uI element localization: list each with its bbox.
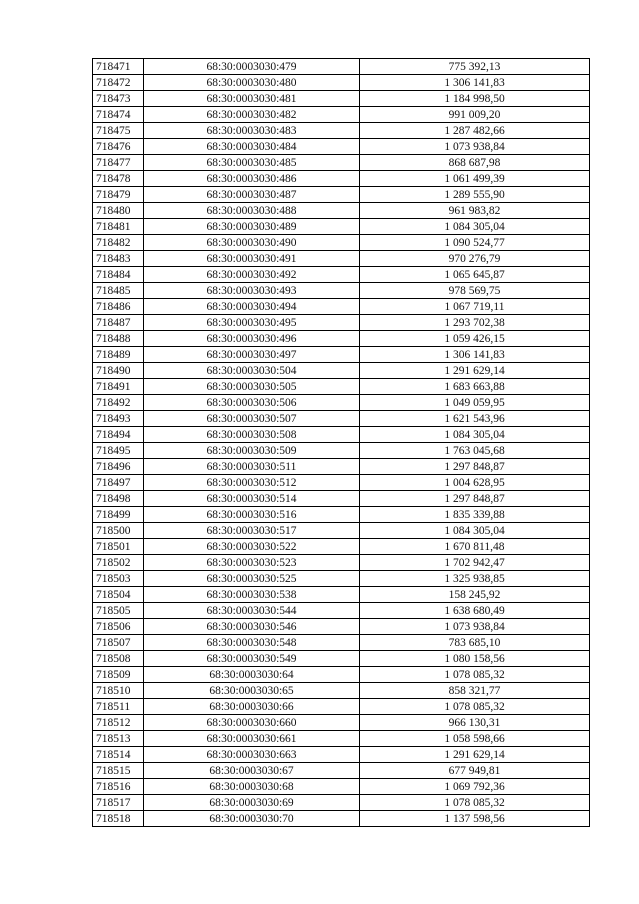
cadastral-value-cell: 1 621 543,96 bbox=[360, 411, 590, 427]
cadastral-value-cell: 1 638 680,49 bbox=[360, 603, 590, 619]
cadastral-value-cell: 1 293 702,38 bbox=[360, 315, 590, 331]
table-row bbox=[93, 91, 590, 107]
row-number-cell: 718517 bbox=[93, 795, 144, 811]
table-row bbox=[93, 107, 590, 123]
cadastral-number-cell: 68:30:0003030:70 bbox=[144, 811, 360, 827]
table-row bbox=[93, 731, 590, 747]
cadastral-value-cell: 677 949,81 bbox=[360, 763, 590, 779]
cadastral-value-cell: 1 137 598,56 bbox=[360, 811, 590, 827]
cadastral-value-cell: 1 184 998,50 bbox=[360, 91, 590, 107]
cadastral-number-cell: 68:30:0003030:517 bbox=[144, 523, 360, 539]
cadastral-number-cell: 68:30:0003030:66 bbox=[144, 699, 360, 715]
row-number-cell: 718498 bbox=[93, 491, 144, 507]
row-number-cell: 718475 bbox=[93, 123, 144, 139]
cadastral-value-cell: 1 306 141,83 bbox=[360, 75, 590, 91]
row-number-cell: 718489 bbox=[93, 347, 144, 363]
row-number-cell: 718486 bbox=[93, 299, 144, 315]
cadastral-value-cell: 1 067 719,11 bbox=[360, 299, 590, 315]
cadastral-number-cell: 68:30:0003030:68 bbox=[144, 779, 360, 795]
table-row bbox=[93, 411, 590, 427]
table-row bbox=[93, 235, 590, 251]
row-number-cell: 718482 bbox=[93, 235, 144, 251]
table-row bbox=[93, 667, 590, 683]
cadastral-value-cell: 1 289 555,90 bbox=[360, 187, 590, 203]
cadastral-value-cell: 783 685,10 bbox=[360, 635, 590, 651]
cadastral-number-cell: 68:30:0003030:509 bbox=[144, 443, 360, 459]
cadastral-value-cell: 1 084 305,04 bbox=[360, 523, 590, 539]
row-number-cell: 718487 bbox=[93, 315, 144, 331]
table-row bbox=[93, 75, 590, 91]
table-row bbox=[93, 267, 590, 283]
table-row bbox=[93, 539, 590, 555]
row-number-cell: 718505 bbox=[93, 603, 144, 619]
table-row bbox=[93, 203, 590, 219]
cadastral-value-cell: 1 763 045,68 bbox=[360, 443, 590, 459]
cadastral-value-cell: 978 569,75 bbox=[360, 283, 590, 299]
cadastral-value-cell: 1 084 305,04 bbox=[360, 219, 590, 235]
row-number-cell: 718493 bbox=[93, 411, 144, 427]
cadastral-number-cell: 68:30:0003030:505 bbox=[144, 379, 360, 395]
cadastral-value-cell: 1 080 158,56 bbox=[360, 651, 590, 667]
cadastral-number-cell: 68:30:0003030:486 bbox=[144, 171, 360, 187]
table-row bbox=[93, 347, 590, 363]
cadastral-value-cell: 1 297 848,87 bbox=[360, 459, 590, 475]
table-body bbox=[93, 59, 590, 827]
cadastral-value-cell: 1 306 141,83 bbox=[360, 347, 590, 363]
cadastral-number-cell: 68:30:0003030:504 bbox=[144, 363, 360, 379]
row-number-cell: 718474 bbox=[93, 107, 144, 123]
table-row bbox=[93, 171, 590, 187]
cadastral-value-cell: 1 058 598,66 bbox=[360, 731, 590, 747]
cadastral-number-cell: 68:30:0003030:538 bbox=[144, 587, 360, 603]
row-number-cell: 718491 bbox=[93, 379, 144, 395]
cadastral-value-cell: 1 073 938,84 bbox=[360, 139, 590, 155]
cadastral-number-cell: 68:30:0003030:549 bbox=[144, 651, 360, 667]
cadastral-value-cell: 858 321,77 bbox=[360, 683, 590, 699]
cadastral-number-cell: 68:30:0003030:480 bbox=[144, 75, 360, 91]
table-row bbox=[93, 155, 590, 171]
row-number-cell: 718476 bbox=[93, 139, 144, 155]
cadastral-value-cell: 966 130,31 bbox=[360, 715, 590, 731]
cadastral-value-cell: 1 297 848,87 bbox=[360, 491, 590, 507]
cadastral-value-cell: 1 702 942,47 bbox=[360, 555, 590, 571]
row-number-cell: 718473 bbox=[93, 91, 144, 107]
row-number-cell: 718508 bbox=[93, 651, 144, 667]
cadastral-number-cell: 68:30:0003030:484 bbox=[144, 139, 360, 155]
cadastral-value-cell: 1 670 811,48 bbox=[360, 539, 590, 555]
cadastral-number-cell: 68:30:0003030:495 bbox=[144, 315, 360, 331]
cadastral-number-cell: 68:30:0003030:483 bbox=[144, 123, 360, 139]
table-row bbox=[93, 59, 590, 75]
table-row bbox=[93, 763, 590, 779]
cadastral-number-cell: 68:30:0003030:661 bbox=[144, 731, 360, 747]
row-number-cell: 718512 bbox=[93, 715, 144, 731]
table-row bbox=[93, 475, 590, 491]
table-row bbox=[93, 187, 590, 203]
cadastral-number-cell: 68:30:0003030:514 bbox=[144, 491, 360, 507]
table-row bbox=[93, 587, 590, 603]
cadastral-value-cell: 1 049 059,95 bbox=[360, 395, 590, 411]
row-number-cell: 718479 bbox=[93, 187, 144, 203]
cadastral-value-cell: 775 392,13 bbox=[360, 59, 590, 75]
cadastral-number-cell: 68:30:0003030:508 bbox=[144, 427, 360, 443]
cadastral-value-cell: 1 059 426,15 bbox=[360, 331, 590, 347]
row-number-cell: 718472 bbox=[93, 75, 144, 91]
cadastral-number-cell: 68:30:0003030:481 bbox=[144, 91, 360, 107]
cadastral-number-cell: 68:30:0003030:497 bbox=[144, 347, 360, 363]
cadastral-value-cell: 1 090 524,77 bbox=[360, 235, 590, 251]
cadastral-value-cell: 1 069 792,36 bbox=[360, 779, 590, 795]
cadastral-number-cell: 68:30:0003030:488 bbox=[144, 203, 360, 219]
cadastral-value-cell: 1 065 645,87 bbox=[360, 267, 590, 283]
table-row bbox=[93, 747, 590, 763]
table-row bbox=[93, 795, 590, 811]
cadastral-number-cell: 68:30:0003030:493 bbox=[144, 283, 360, 299]
row-number-cell: 718501 bbox=[93, 539, 144, 555]
row-number-cell: 718516 bbox=[93, 779, 144, 795]
cadastral-value-table bbox=[92, 58, 590, 827]
table-row bbox=[93, 283, 590, 299]
row-number-cell: 718496 bbox=[93, 459, 144, 475]
cadastral-number-cell: 68:30:0003030:544 bbox=[144, 603, 360, 619]
table-row bbox=[93, 651, 590, 667]
row-number-cell: 718504 bbox=[93, 587, 144, 603]
row-number-cell: 718488 bbox=[93, 331, 144, 347]
cadastral-number-cell: 68:30:0003030:507 bbox=[144, 411, 360, 427]
row-number-cell: 718511 bbox=[93, 699, 144, 715]
table-row bbox=[93, 443, 590, 459]
cadastral-number-cell: 68:30:0003030:546 bbox=[144, 619, 360, 635]
row-number-cell: 718478 bbox=[93, 171, 144, 187]
cadastral-value-cell: 970 276,79 bbox=[360, 251, 590, 267]
cadastral-number-cell: 68:30:0003030:479 bbox=[144, 59, 360, 75]
row-number-cell: 718503 bbox=[93, 571, 144, 587]
cadastral-value-cell: 1 287 482,66 bbox=[360, 123, 590, 139]
cadastral-number-cell: 68:30:0003030:522 bbox=[144, 539, 360, 555]
row-number-cell: 718502 bbox=[93, 555, 144, 571]
cadastral-value-cell: 868 687,98 bbox=[360, 155, 590, 171]
row-number-cell: 718492 bbox=[93, 395, 144, 411]
cadastral-number-cell: 68:30:0003030:512 bbox=[144, 475, 360, 491]
table-row bbox=[93, 699, 590, 715]
table-row bbox=[93, 507, 590, 523]
row-number-cell: 718494 bbox=[93, 427, 144, 443]
cadastral-number-cell: 68:30:0003030:492 bbox=[144, 267, 360, 283]
cadastral-number-cell: 68:30:0003030:496 bbox=[144, 331, 360, 347]
row-number-cell: 718490 bbox=[93, 363, 144, 379]
cadastral-value-cell: 1 078 085,32 bbox=[360, 699, 590, 715]
cadastral-value-cell: 1 061 499,39 bbox=[360, 171, 590, 187]
row-number-cell: 718500 bbox=[93, 523, 144, 539]
row-number-cell: 718495 bbox=[93, 443, 144, 459]
row-number-cell: 718483 bbox=[93, 251, 144, 267]
table-row bbox=[93, 363, 590, 379]
cadastral-number-cell: 68:30:0003030:494 bbox=[144, 299, 360, 315]
cadastral-value-cell: 1 291 629,14 bbox=[360, 747, 590, 763]
row-number-cell: 718506 bbox=[93, 619, 144, 635]
cadastral-value-cell: 1 084 305,04 bbox=[360, 427, 590, 443]
row-number-cell: 718518 bbox=[93, 811, 144, 827]
cadastral-number-cell: 68:30:0003030:660 bbox=[144, 715, 360, 731]
cadastral-number-cell: 68:30:0003030:663 bbox=[144, 747, 360, 763]
cadastral-value-cell: 991 009,20 bbox=[360, 107, 590, 123]
row-number-cell: 718515 bbox=[93, 763, 144, 779]
table-row bbox=[93, 635, 590, 651]
row-number-cell: 718507 bbox=[93, 635, 144, 651]
table-row bbox=[93, 683, 590, 699]
row-number-cell: 718484 bbox=[93, 267, 144, 283]
cadastral-value-cell: 1 325 938,85 bbox=[360, 571, 590, 587]
cadastral-value-cell: 1 078 085,32 bbox=[360, 795, 590, 811]
table-row bbox=[93, 123, 590, 139]
row-number-cell: 718514 bbox=[93, 747, 144, 763]
cadastral-number-cell: 68:30:0003030:511 bbox=[144, 459, 360, 475]
table-row bbox=[93, 715, 590, 731]
table-row bbox=[93, 571, 590, 587]
table-row bbox=[93, 619, 590, 635]
table-row bbox=[93, 459, 590, 475]
cadastral-value-cell: 1 683 663,88 bbox=[360, 379, 590, 395]
row-number-cell: 718499 bbox=[93, 507, 144, 523]
cadastral-number-cell: 68:30:0003030:525 bbox=[144, 571, 360, 587]
table-row bbox=[93, 299, 590, 315]
row-number-cell: 718481 bbox=[93, 219, 144, 235]
cadastral-value-cell: 1 291 629,14 bbox=[360, 363, 590, 379]
cadastral-number-cell: 68:30:0003030:516 bbox=[144, 507, 360, 523]
row-number-cell: 718513 bbox=[93, 731, 144, 747]
cadastral-value-cell: 1 004 628,95 bbox=[360, 475, 590, 491]
cadastral-number-cell: 68:30:0003030:67 bbox=[144, 763, 360, 779]
cadastral-value-cell: 1 073 938,84 bbox=[360, 619, 590, 635]
table-row bbox=[93, 331, 590, 347]
cadastral-number-cell: 68:30:0003030:548 bbox=[144, 635, 360, 651]
cadastral-number-cell: 68:30:0003030:485 bbox=[144, 155, 360, 171]
table-row bbox=[93, 779, 590, 795]
row-number-cell: 718497 bbox=[93, 475, 144, 491]
row-number-cell: 718480 bbox=[93, 203, 144, 219]
table-row bbox=[93, 523, 590, 539]
cadastral-value-cell: 961 983,82 bbox=[360, 203, 590, 219]
table-row bbox=[93, 491, 590, 507]
table-row bbox=[93, 395, 590, 411]
row-number-cell: 718509 bbox=[93, 667, 144, 683]
row-number-cell: 718471 bbox=[93, 59, 144, 75]
cadastral-number-cell: 68:30:0003030:491 bbox=[144, 251, 360, 267]
cadastral-value-cell: 158 245,92 bbox=[360, 587, 590, 603]
cadastral-number-cell: 68:30:0003030:506 bbox=[144, 395, 360, 411]
table-row bbox=[93, 603, 590, 619]
cadastral-number-cell: 68:30:0003030:490 bbox=[144, 235, 360, 251]
cadastral-value-cell: 1 835 339,88 bbox=[360, 507, 590, 523]
row-number-cell: 718477 bbox=[93, 155, 144, 171]
cadastral-number-cell: 68:30:0003030:65 bbox=[144, 683, 360, 699]
cadastral-value-cell: 1 078 085,32 bbox=[360, 667, 590, 683]
table-row bbox=[93, 139, 590, 155]
cadastral-number-cell: 68:30:0003030:489 bbox=[144, 219, 360, 235]
cadastral-number-cell: 68:30:0003030:64 bbox=[144, 667, 360, 683]
table-row bbox=[93, 555, 590, 571]
table-row bbox=[93, 315, 590, 331]
cadastral-number-cell: 68:30:0003030:487 bbox=[144, 187, 360, 203]
cadastral-number-cell: 68:30:0003030:523 bbox=[144, 555, 360, 571]
table-row bbox=[93, 219, 590, 235]
cadastral-number-cell: 68:30:0003030:482 bbox=[144, 107, 360, 123]
row-number-cell: 718510 bbox=[93, 683, 144, 699]
table-row bbox=[93, 379, 590, 395]
table-row bbox=[93, 427, 590, 443]
table-row bbox=[93, 811, 590, 827]
cadastral-number-cell: 68:30:0003030:69 bbox=[144, 795, 360, 811]
table-row bbox=[93, 251, 590, 267]
row-number-cell: 718485 bbox=[93, 283, 144, 299]
